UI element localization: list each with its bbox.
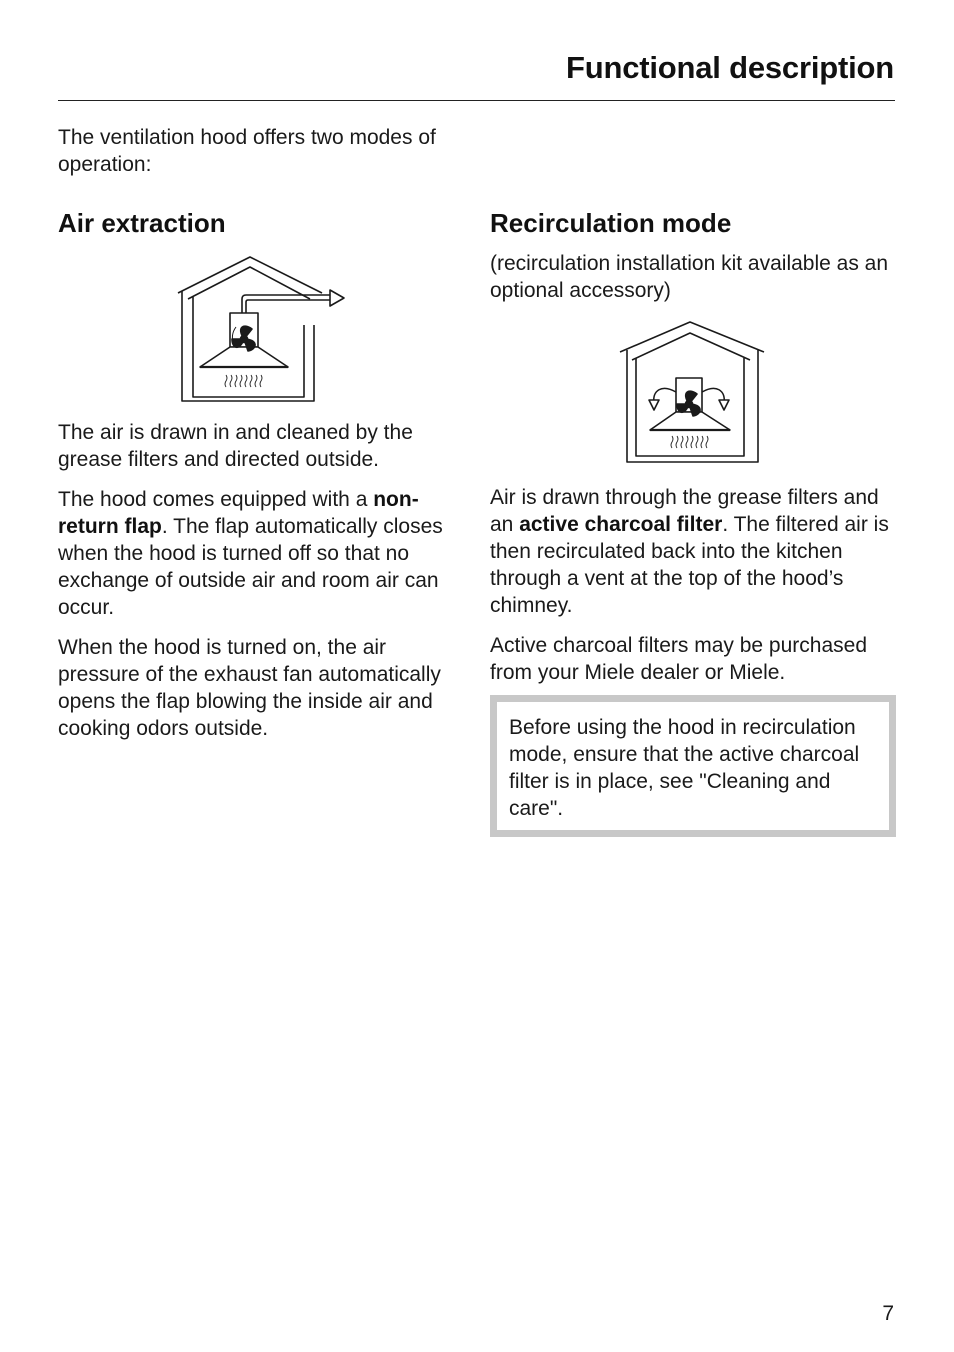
intro-text: The ventilation hood offers two modes of operation: [58, 126, 436, 176]
recirculation-para-1: Air is drawn through the grease filters and an active charcoal filter. The filtered air is then recirculated back into the kitchen through a vent at the top of the hood’s chimney. [490, 486, 889, 617]
active-charcoal-filter-term: active charcoal filter [519, 513, 723, 536]
note-text: Before using the hood in recirculation mode, ensure that the active charcoal filter is in place, see "Cleaning and care". [509, 716, 860, 820]
air-extraction-para-2: The hood comes equipped with a non-return flap. The flap automatically closes when the hood is turned off so that no exchange of outside air and room air can occur. [58, 488, 443, 619]
note-box [490, 695, 896, 837]
recirculation-subnote: (recirculation installation kit available as an optional accessory) [490, 252, 889, 302]
air-extraction-heading: Air extraction [58, 208, 226, 238]
air-extraction-para-1: The air is drawn in and cleaned by the grease filters and directed outside. [58, 421, 413, 471]
air-extraction-section [58, 206, 458, 742]
title-rule [58, 100, 895, 101]
recirculating-hood-house-diagram-icon [618, 320, 768, 466]
page-title: Functional description [565, 50, 894, 85]
ducted-hood-house-diagram-icon [174, 255, 354, 405]
recirculation-heading: Recirculation mode [490, 208, 732, 238]
recirculation-section [490, 206, 896, 837]
page-number: 7 [882, 1302, 894, 1325]
non-return-flap-term: non-return flap [58, 488, 419, 538]
recirculation-para-2: Active charcoal filters may be purchased from your Miele dealer or Miele. [490, 634, 868, 684]
air-extraction-para-3: When the hood is turned on, the air pressure of the exhaust fan automatically opens the flap blowing the inside air and cooking odors outside. [58, 636, 441, 740]
